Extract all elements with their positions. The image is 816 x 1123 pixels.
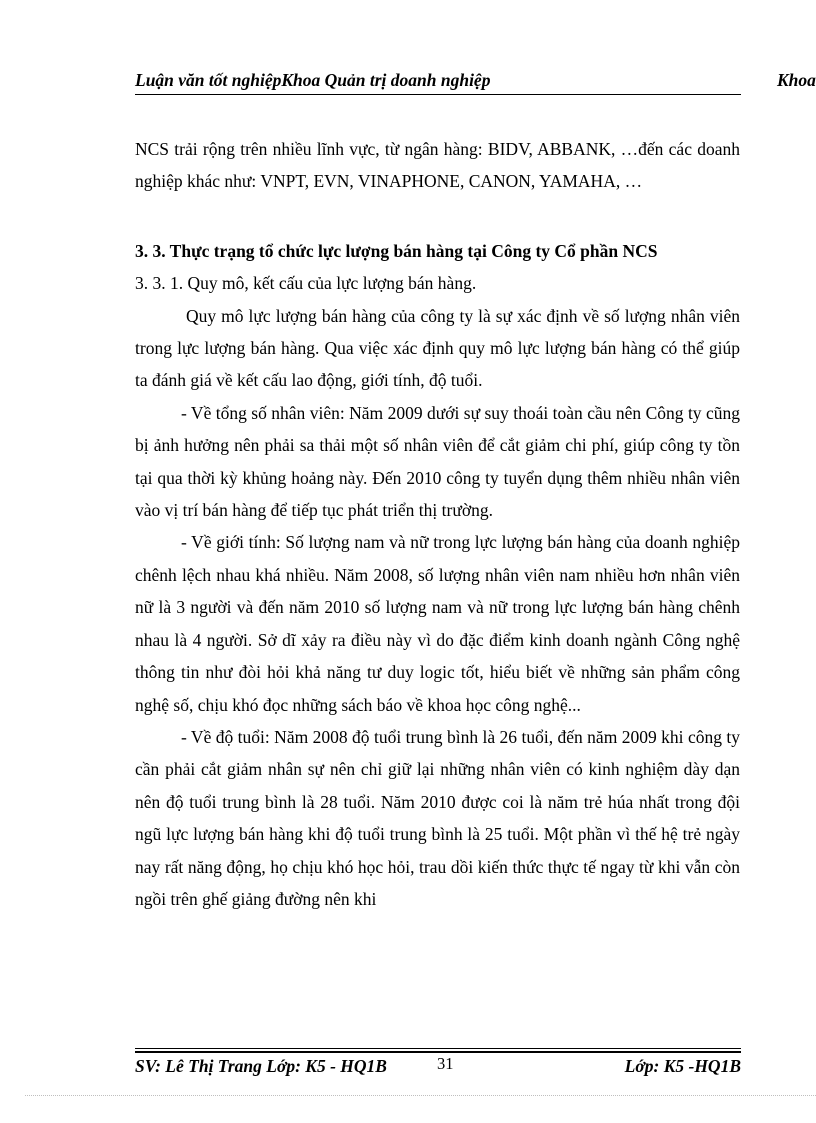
footer-student-info: SV: Lê Thị Trang Lớp: K5 - HQ1B: [135, 1056, 387, 1076]
footer-rule-thin: [135, 1048, 741, 1049]
paragraph-total-staff: - Về tổng số nhân viên: Năm 2009 dưới sự suy thoái toàn cầu nên Công ty cũng bị ảnh hưởng nên phải sa thải một số nhân viên để cắt giảm chi phí, giúp công ty tồn tại qua thời kỳ khủng hoảng này. Đến 2010 công ty tuyển dụng thêm nhiều nhân viên vào vị trí bán hàng để tiếp tục phát triển thị trường.: [135, 402, 740, 521]
paragraph-age: - Về độ tuổi: Năm 2008 độ tuổi trung bình là 26 tuổi, đến năm 2009 khi công ty cần phải cắt giảm nhân sự nên chỉ giữ lại những nhân viên có kinh nghiệm dày dạn nên độ tuổi trung bình là 28 tuổi. Năm 2010 được coi là năm trẻ húa nhất trong đội ngũ lực lượng bán hàng khi độ tuổi trung bình là 25 tuổi. Một phần vì thế hệ trẻ ngày nay rất năng động, họ chịu khó học hỏi, trau dồi kiến thức thực tế ngay từ khi vẫn còn ngồi trên ghế giảng đường nên khi: [135, 726, 740, 909]
paragraph-intro: NCS trải rộng trên nhiều lĩnh vực, từ ngân hàng: BIDV, ABBANK, …đến các doanh nghiệp khác như: VNPT, EVN, VINAPHONE, CANON, YAMAHA, …: [135, 139, 740, 192]
page-bottom-border: [25, 1095, 816, 1096]
paragraph-gender: - Về giới tính: Số lượng nam và nữ trong lực lượng bán hàng của doanh nghiệp chênh lệch nhau khá nhiều. Năm 2008, số lượng nhân viên nam nhiều hơn nhân viên nữ là 3 người và đến năm 2010 số lượng nam và nữ trong lực lượng bán hàng chênh nhau là 4 người. Sở dĩ xảy ra điều này vì do đặc điểm kinh doanh ngành Công nghệ thông tin như đòi hỏi khả năng tư duy logic tốt, hiểu biết về những sản phẩm công nghệ số, chịu khó đọc những sách báo về khoa học công nghệ...: [135, 532, 740, 715]
header-left-title: Luận văn tốt nghiệpKhoa Quản trị doanh nghiệp: [135, 70, 491, 90]
header-rule: [135, 94, 741, 95]
footer-class-info: Lớp: K5 -HQ1B: [624, 1056, 741, 1076]
header-right-title: Khoa: [777, 70, 816, 90]
subsection-heading: 3. 3. 1. Quy mô, kết cấu của lực lượng bán hàng.: [135, 273, 477, 294]
footer-rule-thick: [135, 1051, 741, 1053]
page-body: [135, 133, 740, 915]
page-header: [135, 68, 816, 96]
page-number: 31: [437, 1054, 454, 1073]
page-footer: [135, 1054, 741, 1080]
section-heading: 3. 3. Thực trạng tổ chức lực lượng bán hàng tại Công ty Cổ phần NCS: [135, 240, 658, 261]
paragraph-scale: Quy mô lực lượng bán hàng của công ty là sự xác định về số lượng nhân viên trong lực lượng bán hàng. Qua việc xác định quy mô lực lượng bán hàng có thể giúp ta đánh giá về kết cấu lao động, giới tính, độ tuổi.: [135, 305, 740, 391]
paragraph-gap: [135, 198, 740, 235]
